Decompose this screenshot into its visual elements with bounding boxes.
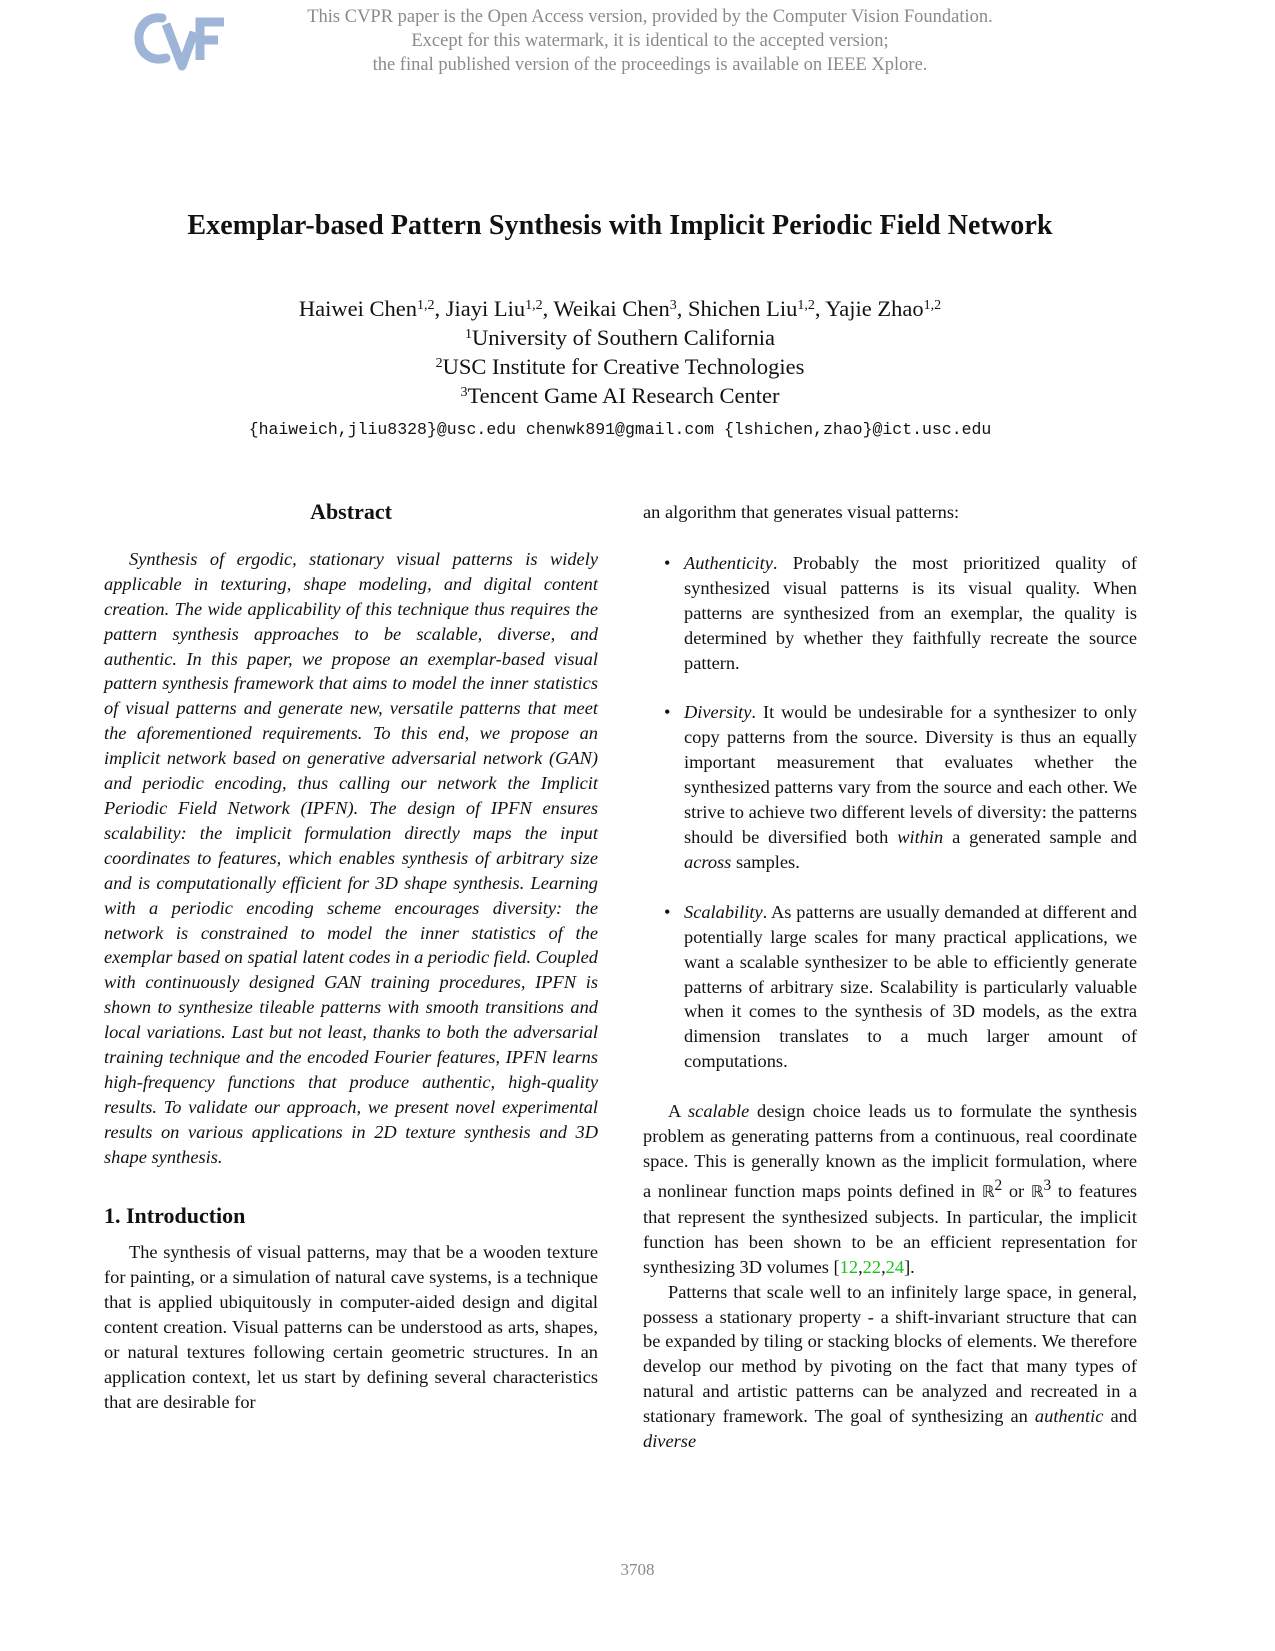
author-name: Yajie Zhao [825,296,924,321]
paragraph-text: to features that represent the synthesized subjects. In particular, the implicit function has been shown to be an efficient representation for synthesizing 3D volumes [ [643,1180,1137,1277]
author-affiliation-mark: 1,2 [923,298,942,313]
left-column [104,500,598,1415]
list-item [643,551,1137,676]
list-item-text: . Probably the most prioritized quality of synthesized visual patterns is its visual quality. When patterns are synthesized from an exemplar, the quality is determined by whether they faithfully recreate the source pattern. [684,552,1137,673]
affiliation-line [0,352,1240,381]
bullets-lead-in: an algorithm that generates visual patterns: [643,502,960,522]
paper-title: Exemplar-based Pattern Synthesis with Implicit Periodic Field Network [187,210,1053,241]
author-affiliation-mark: 1,2 [416,298,435,313]
affiliation-name: USC Institute for Creative Technologies [442,354,805,379]
desired-properties-list [643,551,1137,1074]
affiliation-name: Tencent Game AI Research Center [467,383,780,408]
citation-link[interactable]: 24 [885,1256,905,1277]
bullet-icon: • [664,552,671,573]
author-separator: , [676,296,688,321]
paragraph-emphasis: diverse [643,1431,697,1452]
list-item-text: . As patterns are usually demanded at different and potentially large scales for many practical applications, we want a scalable synthesizer to be able to efficiently generate patterns of arbitrary size. Scalability is particularly valuable when it comes to the synthesis of 3D models, as the extra dimension translates to a much larger amount of computations. [684,901,1137,1072]
author-affiliation-mark: 1,2 [797,298,815,313]
affiliation-name: University of Southern California [471,325,776,350]
list-item-term: Scalability [684,901,763,922]
open-access-banner [260,5,1040,77]
bullet-icon: • [664,901,671,922]
author-block [0,294,1240,410]
author-name: Jiayi Liu [445,296,526,321]
affiliation-line [0,323,1240,352]
exponent: 2 [994,1176,1003,1194]
paragraph-text: Patterns that scale well to an infinitely large space, in general, possess a stationary property - a shift-invariant structure that can be expanded by tiling or stacking blocks of elements. We therefore develop our method by pivoting on the fact that many types of natural and artistic patterns can be analyzed and recreated in a stationary framework. The goal of synthesizing an [643,1281,1137,1427]
exponent: 3 [1043,1176,1052,1194]
affiliation-line [0,381,1240,410]
bullet-icon: • [664,702,671,723]
affiliation-number: 1 [464,327,472,342]
real-numbers-symbol: ℝ [1030,1181,1044,1201]
list-item [643,900,1137,1074]
list-item-text: samples. [731,851,800,872]
paragraph-text: design choice leads us to formulate the synthesis problem as generating patterns from a continuous, real coordinate space. This is generally known as the implicit formulation, where a nonlinear function maps points defined in [643,1101,1137,1201]
author-separator: , [542,296,554,321]
body-paragraph [643,1280,1137,1454]
author-separator: , [814,296,826,321]
paragraph-text: or [1002,1180,1031,1201]
citation-link[interactable]: 12 [839,1256,859,1277]
introduction-paragraph: The synthesis of visual patterns, may that be a wooden texture for painting, or a simulation of natural cave systems, is a technique that is applied ubiquitously in computer-aided design and digital content creation. Visual patterns can be understood as arts, shapes, or natural textures following certain geometric structures. In an application context, let us start by defining several characteristics that are desirable for [104,1242,598,1412]
paragraph-text: and [1103,1406,1137,1427]
banner-line-3: the final published version of the proceedings is available on IEEE Xplore. [372,55,928,75]
paragraph-emphasis: authentic [1034,1406,1104,1427]
banner-line-2: Except for this watermark, it is identical to the accepted version; [411,31,889,51]
author-name: Weikai Chen [553,296,670,321]
author-list [0,294,1240,323]
paragraph-emphasis: scalable [688,1101,750,1122]
right-column [643,500,1137,1454]
banner-line-1: This CVPR paper is the Open Access version, provided by the Computer Vision Foundation. [307,7,993,27]
affiliation-number: 2 [435,356,443,371]
author-name: Haiwei Chen [298,296,417,321]
cvf-logo [132,10,228,72]
author-affiliation-mark: 3 [669,298,677,313]
body-paragraph: A scalable design choice leads us to formulate the synthesis problem as generating patterns from a continuous, real coordinate space. This is generally known as the implicit formulation, where a nonlinear function maps points defined in ℝ$^2$ or ℝ$^3$ to features that represent the synthesized subjects. In particular, the implicit function has been shown to be an efficient representation for synthesizing 3D volumes [12,22,24]. [643,1101,1137,1277]
list-item-term: Diversity [684,702,752,723]
author-emails: {haiweich,jliu8328}@usc.edu chenwk891@gmail.com {lshichen,zhao}@ict.usc.edu [248,420,992,439]
abstract-heading: Abstract [310,499,392,524]
list-item-text: . It would be undesirable for a synthesizer to only copy patterns from the source. Diversity is thus an equally important measurement that evaluates whether the synthesized patterns vary from the source and each other. We strive to achieve two different levels of diversity: the patterns should be diversified both [684,702,1137,847]
paragraph-text: A [668,1101,688,1122]
real-numbers-symbol: ℝ [981,1181,995,1201]
author-affiliation-mark: 1,2 [525,298,543,313]
list-item-term: Authenticity [684,552,773,573]
list-item-emphasis: across [684,851,732,872]
abstract-body: Synthesis of ergodic, stationary visual patterns is widely applicable in texturing, shape modeling, and digital content creation. The wide applicability of this technique thus requires the pattern synthesis approaches to be scalable, diverse, and authentic. In this paper, we propose an exemplar-based visual pattern synthesis framework that aims to model the inner statistics of visual patterns and generate new, versatile patterns that meet the aforementioned requirements. To this end, we propose an implicit network based on generative adversarial network (GAN) and periodic encoding, thus calling our network the Implicit Periodic Field Network (IPFN). The design of IPFN ensures scalability: the implicit formulation directly maps the input coordinates to features, which enables synthesis of arbitrary size and is computationally efficient for 3D shape synthesis. Learning with a periodic encoding scheme encourages diversity: the network is constrained to model the inner statistics of the exemplar based on spatial latent codes in a periodic field. Coupled with continuously designed GAN training procedures, IPFN is shown to synthesize tileable patterns with smooth transitions and local variations. Last but not least, thanks to both the adversarial training technique and the encoded Fourier features, IPFN learns high-frequency functions that produce authentic, high-quality results. To validate our approach, we present novel experimental results on various applications in 2D texture synthesis and 3D shape synthesis. [104,548,598,1167]
paragraph-text: ]. [904,1256,915,1277]
list-item [643,700,1137,874]
introduction-heading: 1. Introduction [104,1202,246,1228]
citation-link[interactable]: 22 [862,1256,882,1277]
page-number: 3708 [620,1560,655,1579]
affiliation-number: 3 [460,385,468,400]
list-item-emphasis: within [897,826,944,847]
author-name: Shichen Liu [687,296,798,321]
list-item-text: a generated sample and [943,826,1137,847]
author-separator: , [434,296,446,321]
